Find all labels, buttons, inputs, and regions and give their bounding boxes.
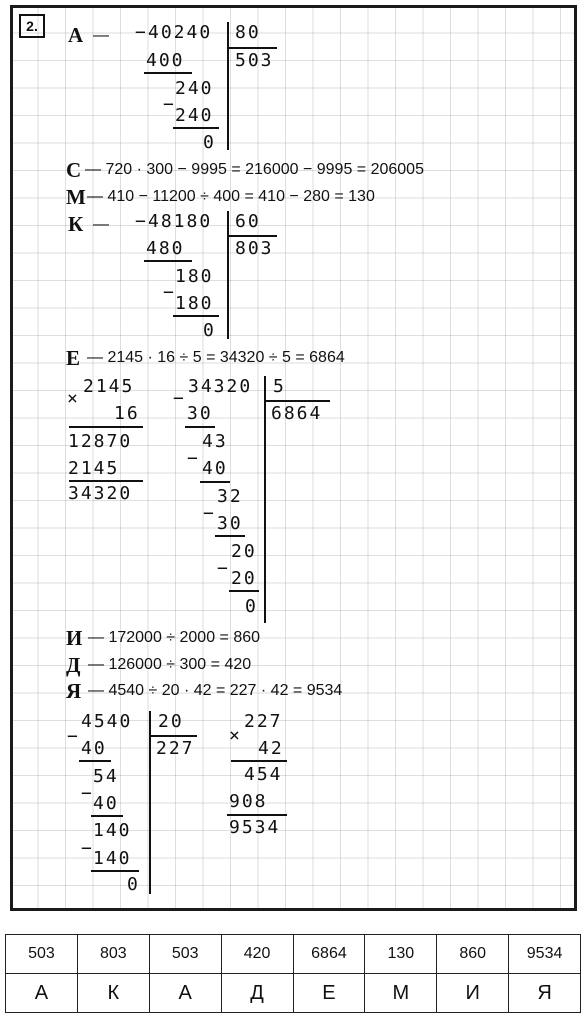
k-step-2: 180: [175, 266, 214, 287]
k-step-3: 180: [175, 293, 214, 314]
k-step-4: 0: [203, 320, 216, 341]
k-minus-2: −: [163, 282, 176, 303]
answer-number-cell: 803: [77, 935, 149, 974]
expr-d: — 126000 ÷ 300 = 420: [88, 656, 252, 673]
expr-m: — 410 − 11200 ÷ 400 = 410 − 280 = 130: [87, 188, 375, 205]
e-mult-p2: 2145: [68, 458, 120, 479]
e-mult-p1: 12870: [68, 431, 133, 452]
answer-letter-cell: М: [365, 974, 437, 1013]
ya-step-4: 140: [93, 820, 132, 841]
ya-div-dividend: 4540: [81, 711, 133, 732]
label-i: И: [66, 626, 83, 650]
answer-letter-cell: Я: [509, 974, 581, 1013]
k-quotient: 803: [235, 238, 274, 259]
ya-division-bar: [149, 711, 151, 894]
label-k: К: [68, 212, 84, 236]
expr-i: — 172000 ÷ 2000 = 860: [88, 629, 261, 646]
answer-number-cell: 503: [149, 935, 221, 974]
k-dividend: 48180: [148, 211, 213, 232]
a-dividend: 40240: [148, 22, 213, 43]
ya-mult-p2: 908: [229, 791, 268, 812]
k-line-1: [144, 260, 192, 262]
answer-letter-cell: Е: [293, 974, 365, 1013]
e-line-4: [229, 590, 259, 592]
ya-step-3: 40: [93, 793, 119, 814]
e-division-bar: [264, 376, 266, 623]
a-division-bar: [227, 22, 229, 150]
expr-e: — 2145 · 16 ÷ 5 = 34320 ÷ 5 = 6864: [87, 349, 345, 366]
a-minus-sign: −: [135, 22, 148, 43]
e-mult-line-1: [69, 426, 143, 428]
e-quotient-line: [264, 400, 330, 402]
e-line-3: [215, 535, 245, 537]
a-divisor: 80: [235, 22, 261, 43]
k-minus-sign: −: [135, 211, 148, 232]
label-m: М: [66, 185, 86, 209]
a-step-4: 0: [203, 132, 216, 153]
a-step-2: 240: [175, 78, 214, 99]
ya-step-2: 54: [93, 766, 119, 787]
e-minus-sign: −: [173, 388, 186, 409]
k-division-bar: [227, 211, 229, 339]
e-div-divisor: 5: [273, 376, 286, 397]
k-quotient-line: [227, 235, 277, 237]
a-minus-2: −: [163, 94, 176, 115]
ya-mult-a: 227: [244, 711, 283, 732]
e-line-2: [200, 481, 230, 483]
label-d: Д: [66, 653, 81, 677]
e-minus-4: −: [217, 558, 230, 579]
ya-minus-3: −: [81, 838, 94, 859]
a-quotient-line: [227, 47, 277, 49]
e-step-7: 20: [231, 568, 257, 589]
e-times-sign: ×: [67, 388, 80, 409]
expr-s: — 720 · 300 − 9995 = 216000 − 9995 = 206005: [85, 161, 424, 178]
ya-div-quotient: 227: [156, 738, 195, 759]
e-step-3: 40: [202, 458, 228, 479]
task-number: 2.: [19, 14, 45, 38]
e-line-1: [185, 426, 215, 428]
e-div-dividend: 34320: [188, 376, 253, 397]
ya-line-3: [91, 870, 139, 872]
e-step-5: 30: [217, 513, 243, 534]
a-quotient: 503: [235, 50, 274, 71]
k-line-2: [173, 315, 219, 317]
ya-mult-p1: 454: [244, 764, 283, 785]
answer-table: [5, 934, 581, 1013]
ya-mult-b: 42: [258, 738, 284, 759]
answer-letter-cell: А: [6, 974, 78, 1013]
answer-number-cell: 503: [6, 935, 78, 974]
ya-quotient-line: [149, 735, 197, 737]
e-div-quotient: 6864: [271, 403, 323, 424]
label-a-dash: —: [93, 27, 109, 44]
e-mult-result: 34320: [68, 483, 133, 504]
answer-number-cell: 9534: [509, 935, 581, 974]
e-step-6: 20: [231, 541, 257, 562]
label-s: С: [66, 158, 82, 182]
answer-letters-row: [6, 974, 581, 1013]
e-mult-a: 2145: [83, 376, 135, 397]
e-step-8: 0: [245, 596, 258, 617]
answer-number-cell: 420: [221, 935, 293, 974]
ya-step-1: 40: [81, 738, 107, 759]
e-mult-b: 16: [114, 403, 140, 424]
e-mult-line-2: [69, 480, 143, 482]
label-k-dash: —: [93, 216, 109, 233]
ya-step-6: 0: [127, 874, 140, 895]
answer-numbers-row: [6, 935, 581, 974]
e-step-4: 32: [217, 486, 243, 507]
label-ya: Я: [66, 679, 82, 703]
a-step-1: 400: [146, 50, 185, 71]
e-step-1: 30: [187, 403, 213, 424]
label-e: Е: [66, 346, 81, 370]
answer-letter-cell: К: [77, 974, 149, 1013]
label-a: А: [68, 23, 84, 47]
ya-step-5: 140: [93, 848, 132, 869]
ya-minus-sign: −: [67, 726, 80, 747]
answer-letter-cell: Д: [221, 974, 293, 1013]
answer-number-cell: 860: [437, 935, 509, 974]
ya-div-divisor: 20: [158, 711, 184, 732]
ya-minus-2: −: [81, 783, 94, 804]
a-line-1: [144, 72, 192, 74]
ya-mult-line-2: [227, 814, 287, 816]
a-step-3: 240: [175, 105, 214, 126]
ya-line-2: [91, 815, 123, 817]
expr-ya: — 4540 ÷ 20 · 42 = 227 · 42 = 9534: [88, 682, 343, 699]
a-line-2: [173, 127, 219, 129]
e-minus-3: −: [203, 503, 216, 524]
answer-number-cell: 130: [365, 935, 437, 974]
answer-letter-cell: И: [437, 974, 509, 1013]
ya-line-1: [79, 760, 111, 762]
ya-times-sign: ×: [229, 725, 242, 746]
ya-mult-result: 9534: [229, 817, 281, 838]
e-minus-2: −: [187, 448, 200, 469]
e-step-2: 43: [202, 431, 228, 452]
answer-letter-cell: А: [149, 974, 221, 1013]
k-step-1: 480: [146, 238, 185, 259]
k-divisor: 60: [235, 211, 261, 232]
grid-sheet: [10, 5, 577, 911]
ya-mult-line-1: [231, 760, 287, 762]
answer-number-cell: 6864: [293, 935, 365, 974]
